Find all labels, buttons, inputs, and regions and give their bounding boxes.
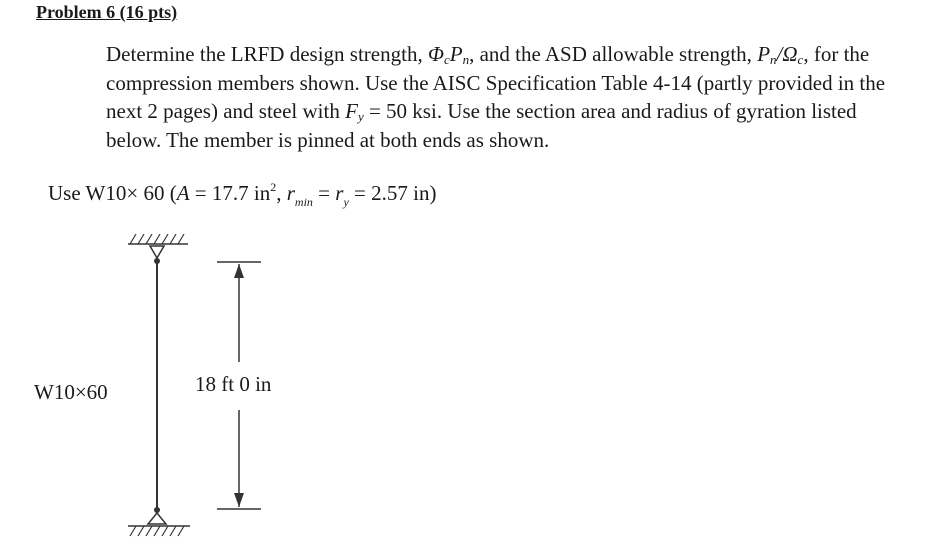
bottom-pin-support	[148, 513, 166, 524]
use-section-line: Use W10× 60 (A = 17.7 $in^2$, $r_{min} = r_y = 2.57$ in)	[48, 180, 437, 209]
r-min-symbol: r	[286, 181, 295, 205]
area-symbol: A	[176, 181, 190, 205]
phi-c-pn: $\Phi_cP_n$	[427, 42, 470, 67]
pn-over-omega: $P_n/\Omega_c$	[757, 42, 804, 67]
bottom-support-hatch	[128, 526, 190, 536]
member-label: W10×60	[34, 380, 108, 404]
use-prefix: Use W10× 60	[48, 181, 165, 205]
area-value: = 17.7 in	[189, 181, 271, 205]
area-exponent: 2	[270, 180, 277, 194]
dimension-arrow-down-icon	[234, 493, 244, 507]
top-support-hatch	[128, 234, 188, 244]
fy-symbol: $F_y$	[345, 99, 364, 124]
r-y-symbol: r	[335, 181, 344, 205]
statement-part-3: , for the compression members shown. Use the AISC Specification Table 4-14 (partly provided in the next 2 pages) and steel with	[106, 42, 886, 123]
r-min-subscript: min	[294, 195, 313, 209]
length-label: 18 ft 0 in	[195, 372, 272, 396]
dimension-arrow-up-icon	[234, 264, 244, 278]
top-pin-support	[150, 246, 164, 258]
problem-heading: Problem 6 (16 pts)	[36, 2, 178, 22]
statement-part-2: , and the ASD allowable strength,	[469, 42, 758, 66]
statement-part-1: Determine the LRFD design strength,	[106, 42, 428, 66]
statement-part-4: = 50 ksi. Use the section area and radius of gyration listed below. The member is pinned at both ends as shown.	[106, 99, 857, 152]
r-y-subscript: y	[343, 195, 349, 209]
r-value: = 2.57 in	[348, 181, 430, 205]
